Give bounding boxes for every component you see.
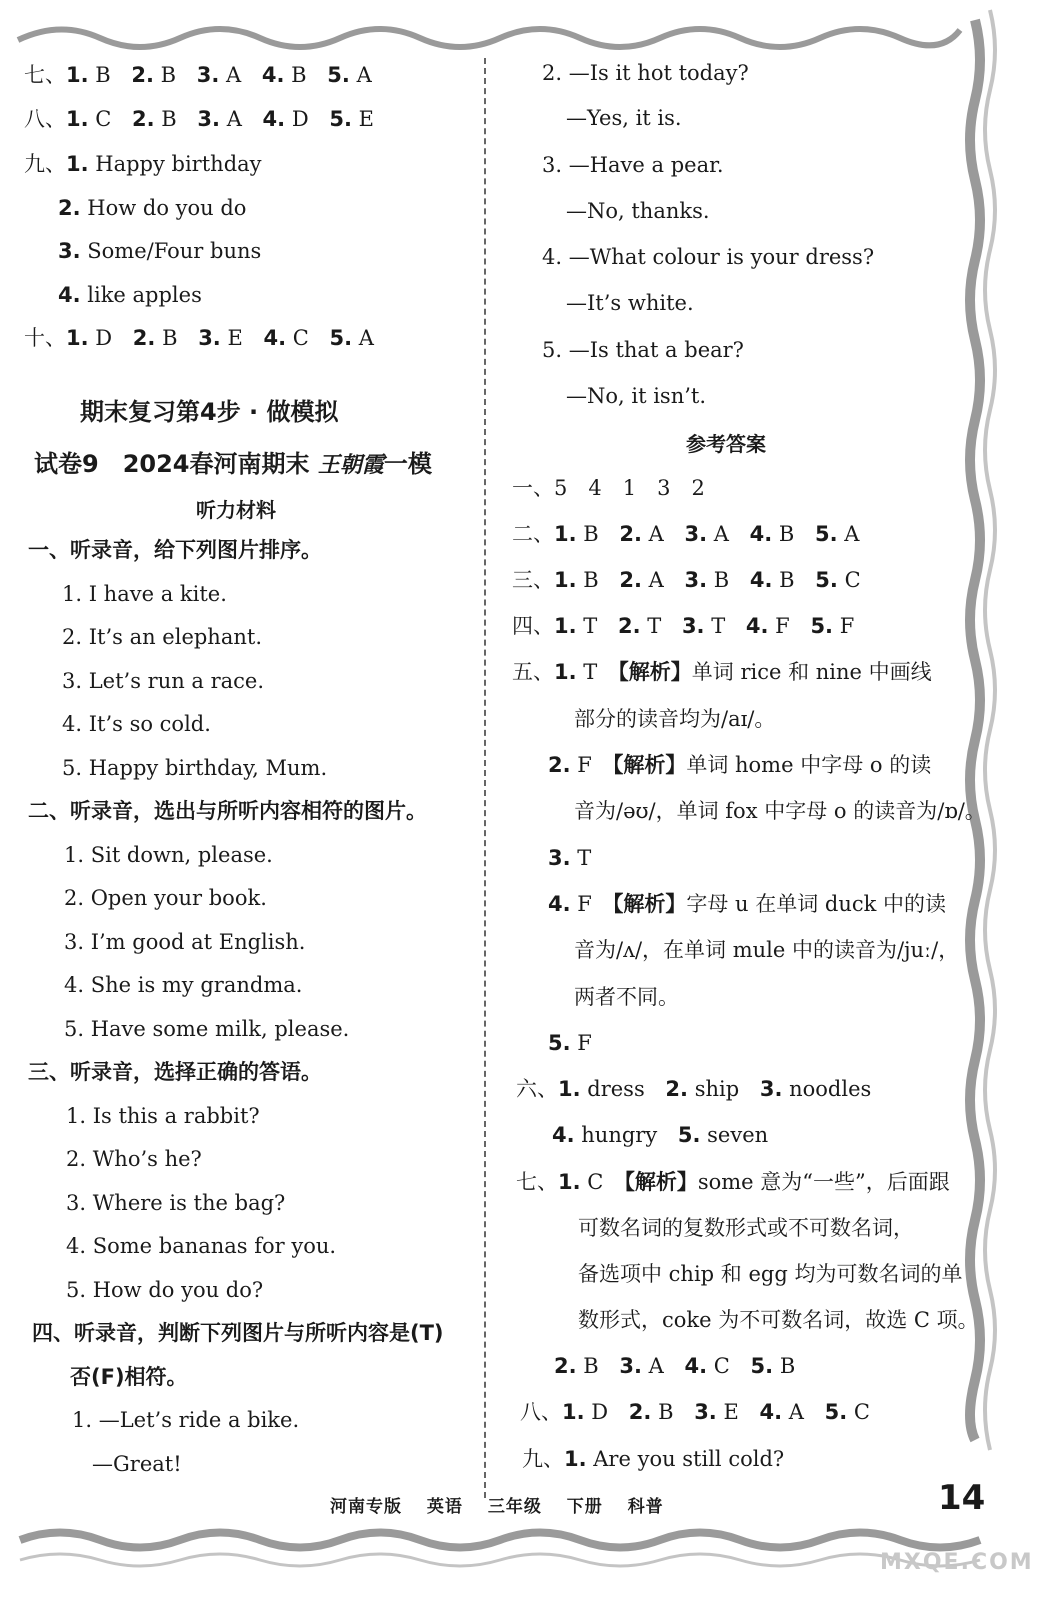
- answer-row-9-2: 2. How do you do: [58, 196, 247, 220]
- answer-row-2: 二、1. B 2. A 3. A 4. B 5. A: [512, 522, 860, 546]
- answer-explanation: 音为/əʊ/，单词 fox 中字母 o 的读音为/ɒ/。: [574, 799, 986, 823]
- list-item: 4. Some bananas for you.: [66, 1234, 337, 1258]
- dialog-line: 4. —What colour is your dress?: [542, 245, 875, 269]
- question-1-heading: 一、听录音，给下列图片排序。: [28, 538, 322, 562]
- dialog-line: —Yes, it is.: [566, 106, 682, 130]
- answer-explanation: 部分的读音均为/aɪ/。: [574, 707, 776, 731]
- footer-publisher: 科普: [627, 1497, 664, 1517]
- dialog-line: —No, it isn’t.: [566, 384, 707, 408]
- dialog-line: 3. —Have a pear.: [542, 153, 724, 177]
- answer-explanation: 数形式，coke 为不可数名词，故选 C 项。: [578, 1308, 979, 1332]
- list-item: 3. Where is the bag?: [66, 1191, 286, 1215]
- answer-row-3: 三、1. B 2. A 3. B 4. B 5. C: [512, 568, 861, 592]
- dialog-line: 5. —Is that a bear?: [542, 338, 744, 362]
- answer-row-5-4: 4. F 【解析】字母 u 在单词 duck 中的读: [548, 892, 947, 916]
- answer-row-9-1: 九、1. Happy birthday: [24, 152, 262, 176]
- question-4-heading-cont: 否(F)相符。: [70, 1365, 188, 1389]
- list-item: 1. Is this a rabbit?: [66, 1104, 260, 1128]
- watermark: MXQE.COM: [880, 1550, 1034, 1575]
- list-item: 2. It’s an elephant.: [62, 625, 262, 649]
- answer-explanation: 音为/ʌ/，在单词 mule 中的读音为/juː/，: [574, 938, 960, 962]
- question-4-heading: 四、听录音，判断下列图片与所听内容是(T): [32, 1321, 444, 1345]
- answer-row-5-2: 2. F 【解析】单词 home 中字母 o 的读: [548, 753, 932, 777]
- list-item: 5. Have some milk, please.: [64, 1017, 350, 1041]
- list-item: 3. Let’s run a race.: [62, 669, 265, 693]
- answer-row-5-5: 5. F: [548, 1031, 592, 1055]
- answer-row-9-3: 3. Some/Four buns: [58, 239, 262, 263]
- question-3-heading: 三、听录音，选择正确的答语。: [28, 1060, 322, 1084]
- answer-row-7-2: 2. B 3. A 4. C 5. B: [554, 1354, 796, 1378]
- list-item: 4. It’s so cold.: [62, 712, 211, 736]
- list-item: 5. Happy birthday, Mum.: [62, 756, 328, 780]
- list-item: 2. Who’s he?: [66, 1147, 202, 1171]
- dialog-line: —No, thanks.: [566, 199, 710, 223]
- paper-title: 试卷9 2024春河南期末 王朝霞一模: [34, 450, 432, 478]
- list-item: 1. —Let’s ride a bike.: [72, 1408, 300, 1432]
- list-item: 2. Open your book.: [64, 886, 267, 910]
- answer-row-6-1: 六、1. dress 2. ship 3. noodles: [516, 1077, 872, 1101]
- list-item: 5. How do you do?: [66, 1278, 264, 1302]
- answer-row-7-1: 七、1. C 【解析】some 意为“一些”，后面跟: [516, 1170, 950, 1194]
- answer-explanation: 两者不同。: [574, 985, 679, 1009]
- list-item: 1. I have a kite.: [62, 582, 227, 606]
- section-heading: 期末复习第4步 · 做模拟: [80, 398, 339, 426]
- answer-row-5-3: 3. T: [548, 846, 592, 870]
- footer-edition: 河南专版: [330, 1497, 402, 1517]
- answer-row-9: 九、1. Are you still cold?: [522, 1447, 785, 1471]
- question-2-heading: 二、听录音，选出与所听内容相符的图片。: [28, 799, 427, 823]
- footer-subject: 英语: [426, 1497, 463, 1517]
- answer-explanation: 可数名词的复数形式或不可数名词，: [578, 1216, 914, 1240]
- answer-row-8: 八、1. C 2. B 3. A 4. D 5. E: [24, 107, 374, 131]
- page-number: 14: [938, 1478, 986, 1518]
- footer-grade: 三年级: [487, 1497, 542, 1517]
- dialog-line: 2. —Is it hot today?: [542, 61, 749, 85]
- answer-row-10: 十、1. D 2. B 3. E 4. C 5. A: [24, 326, 374, 350]
- answers-title: 参考答案: [686, 432, 766, 456]
- answer-row-7: 七、1. B 2. B 3. A 4. B 5. A: [24, 63, 372, 87]
- answer-row-5-1: 五、1. T 【解析】单词 rice 和 nine 中画线: [512, 660, 932, 684]
- list-item: 1. Sit down, please.: [64, 843, 273, 867]
- answer-row-1: 一、5 4 1 3 2: [512, 476, 705, 500]
- author-signature: 王朝霞: [317, 452, 384, 478]
- dialog-line: —It’s white.: [566, 291, 694, 315]
- answer-explanation: 备选项中 chip 和 egg 均为可数名词的单: [578, 1262, 963, 1286]
- list-item: 3. I’m good at English.: [64, 930, 306, 954]
- answer-row-6-2: 4. hungry 5. seven: [552, 1123, 769, 1147]
- answer-row-9-4: 4. like apples: [58, 283, 202, 307]
- answer-row-8: 八、1. D 2. B 3. E 4. A 5. C: [520, 1400, 870, 1424]
- footer-volume: 下册: [566, 1497, 603, 1517]
- listening-material-title: 听力材料: [196, 498, 276, 522]
- list-item: —Great!: [92, 1452, 182, 1476]
- column-divider: [484, 58, 486, 1498]
- page-footer: [330, 1492, 682, 1517]
- list-item: 4. She is my grandma.: [64, 973, 303, 997]
- answer-row-4: 四、1. T 2. T 3. T 4. F 5. F: [512, 614, 855, 638]
